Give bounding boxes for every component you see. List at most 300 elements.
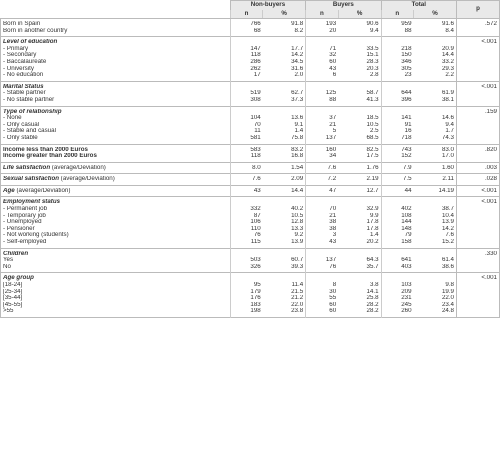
table-row: [1, 302, 500, 309]
cell-pct: 9.9: [369, 212, 379, 219]
cell-n: 60: [306, 302, 338, 309]
table-row: [1, 308, 500, 315]
cell-pct: 12.8: [291, 219, 304, 226]
section-title-row: [1, 199, 500, 206]
cell-pct: 21.5: [291, 288, 304, 295]
cell-n: 110: [230, 226, 262, 233]
cell-n: 176: [230, 295, 262, 302]
cell-n: 152: [381, 153, 413, 160]
table-row: [1, 59, 500, 66]
p-value: [457, 59, 500, 66]
table-row: [1, 147, 500, 154]
cell-pct: 58.7: [366, 90, 379, 97]
cell-n: 305: [381, 66, 413, 73]
table-row: [1, 295, 500, 302]
cell-n: 95: [230, 282, 262, 289]
p-value: [457, 264, 500, 271]
row-label: - Stable and casual: [1, 128, 231, 135]
cell-n: 147: [230, 46, 262, 53]
cell-n: 7.5: [381, 176, 413, 183]
table-row: [1, 176, 500, 183]
table-row: [1, 66, 500, 73]
row-label-suffix: (average/Deviation): [51, 164, 106, 171]
table-row: [1, 28, 500, 35]
cell-n: 17: [230, 72, 262, 79]
p-value: <.001: [457, 199, 500, 206]
cell-pct: 23.8: [291, 308, 304, 315]
cell-n: 158: [381, 239, 413, 246]
cell-n: 76: [306, 264, 338, 271]
cell-pct: 2.11: [442, 176, 454, 183]
cell-pct: 33.2: [441, 58, 454, 65]
p-value: [457, 46, 500, 53]
cell-n: 743: [381, 147, 413, 154]
row-label: Sexual satisfaction (average/Deviation): [1, 176, 231, 183]
table-row: [1, 289, 500, 296]
cell-pct: 9.1: [294, 121, 304, 128]
cell-n: 144: [381, 219, 413, 226]
cell-n: 20: [306, 28, 338, 35]
cell-pct: 2.8: [369, 72, 379, 79]
row-label: No: [1, 264, 231, 271]
cell-pct: 3.8: [369, 282, 379, 288]
table-row: [1, 226, 500, 233]
header-blank: [1, 1, 231, 11]
cell-n: 125: [306, 90, 338, 97]
cell-pct: 60.7: [291, 257, 304, 264]
table-row: [1, 264, 500, 271]
cell-n: 519: [230, 90, 262, 97]
cell-pct: 34.5: [291, 58, 304, 65]
row-label: - Unemployed: [1, 219, 231, 226]
cell-pct: 11.4: [291, 282, 304, 288]
p-value: <.001: [457, 188, 500, 195]
cell-n: 148: [381, 226, 413, 233]
cell-pct: 9.4: [445, 121, 454, 128]
cell-pct: 17.0: [441, 153, 454, 160]
p-value: [457, 213, 500, 220]
cell-n: 150: [381, 52, 413, 59]
cell-n: 260: [381, 308, 413, 315]
cell-pct: 16.8: [291, 153, 304, 160]
cell-n: 70: [306, 206, 338, 213]
p-value: [457, 308, 500, 315]
p-value: [457, 135, 500, 142]
cell-pct: 2.0: [294, 72, 304, 79]
cell-pct: 14.1: [366, 288, 379, 295]
row-label: [45-55]: [1, 302, 231, 309]
cell-n: 160: [306, 147, 338, 154]
cell-n: 5: [306, 128, 338, 135]
cell-n: 79: [381, 232, 413, 239]
p-value: [457, 90, 500, 97]
cell-n: 183: [230, 302, 262, 309]
row-label: - Self-employed: [1, 239, 231, 246]
cell-pct: 2.19: [366, 176, 379, 183]
table-row: [1, 206, 500, 213]
table-row: [1, 282, 500, 289]
cell-pct: 14.4: [441, 52, 454, 59]
p-value: .159: [457, 109, 500, 116]
cell-pct: 1.76: [366, 164, 379, 171]
cell-n: 332: [230, 206, 262, 213]
cell-pct: 32.9: [366, 206, 379, 213]
cell-n: 104: [230, 115, 262, 122]
cell-n: 108: [381, 213, 413, 220]
table-section: [1, 197, 500, 248]
header-row-units: [1, 10, 500, 19]
header-p: p: [457, 1, 500, 19]
header-n: n: [230, 10, 262, 19]
table-row: [1, 257, 500, 264]
cell-n: 21: [306, 122, 338, 129]
cell-pct: 14.2: [291, 52, 304, 59]
cell-n: 21: [306, 213, 338, 220]
cell-pct: 14.2: [441, 225, 454, 232]
header-total: Total: [381, 1, 456, 11]
section-title: Employment status: [1, 199, 231, 206]
row-label: - Stable partner: [1, 90, 231, 97]
cell-n: 959: [381, 21, 413, 28]
p-value: [457, 128, 500, 135]
p-value: <.001: [457, 275, 500, 282]
row-label: - Only stable: [1, 135, 231, 142]
row-label: Age (average/Deviation): [1, 188, 231, 195]
cell-pct: 8.4: [445, 27, 454, 34]
cell-n: 118: [230, 52, 262, 59]
cell-n: 115: [230, 239, 262, 246]
p-value: .330: [457, 251, 500, 258]
row-label: Income less than 2000 Euros: [1, 147, 231, 154]
table-row: [1, 128, 500, 135]
table-row: [1, 97, 500, 104]
cell-pct: 41.3: [366, 96, 379, 103]
cell-pct: 62.7: [291, 90, 304, 97]
cell-pct: 28.2: [366, 301, 379, 308]
cell-pct: 13.3: [291, 225, 304, 232]
cell-n: 23: [381, 72, 413, 79]
p-value: [457, 232, 500, 239]
cell-pct: 68.5: [366, 134, 379, 141]
row-label: - Secondary: [1, 52, 231, 59]
table-row: [1, 153, 500, 160]
cell-pct: 1.7: [445, 128, 454, 135]
p-value: [457, 295, 500, 302]
cell-pct: 83.2: [291, 146, 304, 153]
cell-n: 60: [306, 59, 338, 66]
row-label: [18-24]: [1, 282, 231, 289]
row-label: - Temporary job: [1, 213, 231, 220]
section-title-row: [1, 251, 500, 258]
table-row: [1, 135, 500, 142]
cell-pct: 37.3: [291, 96, 304, 103]
cell-pct: 9.2: [294, 232, 304, 239]
table-row: [1, 239, 500, 246]
cell-pct: 39.3: [291, 263, 304, 270]
cell-n: 47: [306, 188, 338, 195]
header-row-groups: [1, 1, 500, 11]
cell-pct: 15.2: [441, 239, 454, 246]
cell-pct: 14.4: [291, 187, 304, 194]
cell-n: 55: [306, 295, 338, 302]
p-value: [457, 302, 500, 309]
p-value: [457, 52, 500, 59]
table-row: [1, 21, 500, 28]
cell-n: 7.6: [306, 165, 338, 172]
section-title-row: [1, 84, 500, 91]
table-row: [1, 122, 500, 129]
cell-n: 718: [381, 135, 413, 142]
cell-n: 38: [306, 226, 338, 233]
p-value: [457, 72, 500, 79]
cell-pct: 23.4: [441, 301, 454, 308]
cell-n: 209: [381, 289, 413, 296]
p-value: .820: [457, 147, 500, 154]
table-row: [1, 232, 500, 239]
p-value: <.001: [457, 84, 500, 91]
cell-n: 396: [381, 97, 413, 104]
table-row: [1, 72, 500, 79]
row-label: Yes: [1, 257, 231, 264]
cell-pct: 28.3: [366, 58, 379, 65]
cell-pct: 90.6: [366, 21, 379, 27]
cell-n: 308: [230, 97, 262, 104]
cell-pct: 9.8: [445, 282, 454, 288]
table-row: [1, 115, 500, 122]
row-label: - No stable partner: [1, 97, 231, 104]
table-row: [1, 213, 500, 220]
cell-n: 11: [230, 128, 262, 135]
cell-n: 8: [306, 282, 338, 289]
cell-n: 60: [306, 308, 338, 315]
cell-pct: 38.1: [441, 96, 454, 103]
cell-n: 137: [306, 257, 338, 264]
cell-pct: 17.7: [291, 45, 304, 52]
cell-n: 137: [306, 135, 338, 142]
table-row: [1, 90, 500, 97]
row-label: - University: [1, 66, 231, 73]
table-row: [1, 52, 500, 59]
cell-pct: 75.8: [291, 134, 304, 141]
cell-pct: 17.5: [366, 153, 379, 160]
p-value: [457, 28, 500, 35]
header-pct: %: [338, 10, 381, 19]
cell-n: 43: [306, 239, 338, 246]
p-value: .572: [457, 21, 500, 28]
cell-n: 44: [381, 188, 413, 195]
cell-pct: 29.3: [441, 65, 454, 72]
table-section: [1, 185, 500, 197]
row-label-suffix: (average/Deviation): [60, 176, 115, 183]
cell-pct: 31.6: [291, 65, 304, 72]
cell-n: 71: [306, 46, 338, 53]
header-non-buyers: Non-buyers: [230, 1, 305, 11]
p-value: [457, 115, 500, 122]
section-title: Age group: [1, 275, 231, 282]
header-pct: %: [263, 10, 306, 19]
cell-n: 641: [381, 257, 413, 264]
table-row: [1, 46, 500, 53]
cell-pct: 2.09: [291, 176, 304, 183]
cell-pct: 10.4: [441, 212, 454, 219]
cell-pct: 24.8: [441, 308, 454, 315]
section-title: Type of relationship: [1, 109, 231, 116]
row-label: [35-44]: [1, 295, 231, 302]
header-pct: %: [414, 10, 457, 19]
cell-pct: 13.9: [291, 239, 304, 246]
row-label: - None: [1, 115, 231, 122]
table-section: [1, 37, 500, 82]
p-value: .003: [457, 165, 500, 172]
table-section: [1, 19, 500, 37]
cell-pct: 35.7: [366, 263, 379, 270]
p-value: [457, 206, 500, 213]
header-n: n: [381, 10, 413, 19]
row-label: - Not working (students): [1, 232, 231, 239]
p-value: .028: [457, 176, 500, 183]
cell-pct: 8.2: [294, 27, 304, 34]
cell-pct: 20.9: [441, 45, 454, 52]
p-value: [457, 226, 500, 233]
cell-n: 34: [306, 153, 338, 160]
cell-n: 3: [306, 232, 338, 239]
section-title-row: [1, 39, 500, 46]
row-label: [25-34]: [1, 289, 231, 296]
cell-pct: 14.19: [438, 187, 454, 194]
cell-n: 88: [306, 97, 338, 104]
cell-pct: 17.8: [366, 219, 379, 226]
p-value: [457, 219, 500, 226]
p-value: [457, 122, 500, 129]
cell-pct: 61.9: [441, 90, 454, 97]
cell-n: 326: [230, 264, 262, 271]
cell-n: 76: [230, 232, 262, 239]
cell-n: 32: [306, 52, 338, 59]
cell-pct: 18.5: [366, 115, 379, 122]
cell-pct: 10.5: [291, 212, 304, 219]
cell-n: 70: [230, 122, 262, 129]
cell-n: 583: [230, 147, 262, 154]
section-title-row: [1, 275, 500, 282]
cell-n: 503: [230, 257, 262, 264]
cell-n: 16: [381, 128, 413, 135]
p-value: [457, 239, 500, 246]
cell-n: 6: [306, 72, 338, 79]
cell-n: 103: [381, 282, 413, 289]
cell-pct: 20.3: [366, 65, 379, 72]
cell-n: 179: [230, 289, 262, 296]
cell-n: 262: [230, 66, 262, 73]
cell-pct: 12.7: [366, 187, 379, 194]
p-value: [457, 97, 500, 104]
table-section: [1, 81, 500, 106]
cell-pct: 13.6: [291, 115, 304, 122]
cell-n: 8.0: [230, 165, 262, 172]
cell-n: 402: [381, 206, 413, 213]
row-label: - No education: [1, 72, 231, 79]
cell-pct: 91.8: [291, 21, 304, 27]
cell-pct: 82.5: [366, 146, 379, 153]
row-label-suffix: (average/Deviation): [16, 187, 71, 194]
section-title: Level of education: [1, 39, 231, 46]
row-label: - Primary: [1, 46, 231, 53]
cell-n: 581: [230, 135, 262, 142]
p-value: [457, 153, 500, 160]
table-section: [1, 144, 500, 162]
cell-n: 193: [306, 21, 338, 28]
cell-pct: 13.9: [441, 219, 454, 226]
cell-n: 91: [381, 122, 413, 129]
cell-pct: 1.60: [441, 164, 454, 171]
cell-pct: 1.4: [369, 232, 379, 239]
row-label: - Baccalaureate: [1, 59, 231, 66]
cell-pct: 61.4: [441, 257, 454, 264]
cell-pct: 14.6: [441, 115, 454, 122]
cell-pct: 38.7: [441, 206, 454, 213]
row-label: Life satisfaction (average/Deviation): [1, 165, 231, 172]
p-value: <.001: [457, 39, 500, 46]
cell-pct: 10.5: [366, 121, 379, 128]
cell-pct: 2.5: [369, 128, 379, 135]
cell-pct: 1.4: [294, 128, 304, 135]
cell-n: 88: [381, 28, 413, 35]
cell-n: 30: [306, 289, 338, 296]
cell-pct: 21.2: [291, 295, 304, 302]
cell-pct: 2.2: [445, 72, 454, 79]
cell-n: 43: [306, 66, 338, 73]
cell-n: 106: [230, 219, 262, 226]
cell-pct: 64.3: [366, 257, 379, 264]
cell-pct: 19.9: [441, 288, 454, 295]
section-title: Marital Status: [1, 84, 231, 91]
p-value: [457, 257, 500, 264]
header-buyers: Buyers: [306, 1, 381, 11]
table-section: [1, 174, 500, 186]
cell-n: 118: [230, 153, 262, 160]
cell-pct: 17.8: [366, 225, 379, 232]
cell-pct: 83.0: [441, 146, 454, 153]
cell-n: 403: [381, 264, 413, 271]
row-label: - Permanent job: [1, 206, 231, 213]
table-row: [1, 219, 500, 226]
cell-pct: 28.2: [366, 308, 379, 315]
cell-pct: 1.54: [291, 164, 304, 171]
cell-pct: 7.6: [445, 232, 454, 239]
cell-n: 346: [381, 59, 413, 66]
row-label: >55: [1, 308, 231, 315]
table-row: [1, 165, 500, 172]
cell-n: 43: [230, 188, 262, 195]
row-label: Born in another country: [1, 28, 231, 35]
cell-n: 286: [230, 59, 262, 66]
table-section: [1, 162, 500, 174]
cell-n: 766: [230, 21, 262, 28]
table-section: [1, 273, 500, 318]
cell-n: 644: [381, 90, 413, 97]
row-label: - Pensioner: [1, 226, 231, 233]
section-title-row: [1, 109, 500, 116]
cell-n: 245: [381, 302, 413, 309]
p-value: [457, 289, 500, 296]
cell-pct: 40.2: [291, 206, 304, 213]
cell-n: 231: [381, 295, 413, 302]
cell-pct: 33.5: [366, 45, 379, 52]
cell-pct: 38.6: [441, 263, 454, 270]
cell-n: 68: [230, 28, 262, 35]
section-title: Children: [1, 251, 231, 258]
cell-n: 7.2: [306, 176, 338, 183]
cell-n: 141: [381, 115, 413, 122]
